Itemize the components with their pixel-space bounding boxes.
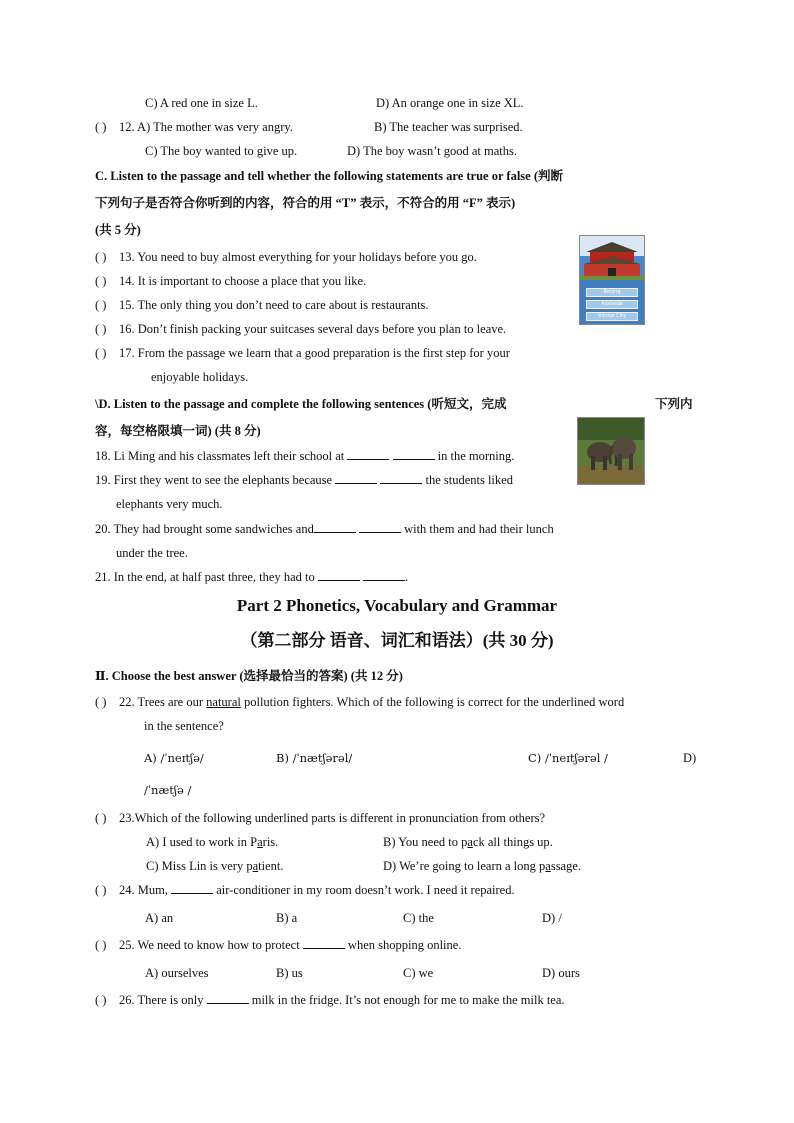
- q19-text-end: the students liked: [425, 473, 513, 487]
- q23-d-underlined: a: [545, 859, 551, 873]
- q19-sentence: [95, 472, 513, 488]
- q19-blank-2[interactable]: [380, 472, 422, 484]
- q17-answer-paren[interactable]: ( ): [95, 346, 107, 360]
- destination-button-beijing[interactable]: Beijing: [586, 288, 638, 297]
- q24-answer-paren[interactable]: ( ): [95, 883, 107, 897]
- q25-option-c: C) we: [403, 966, 434, 980]
- q11-option-d: D) An orange one in size XL.: [376, 96, 524, 110]
- q26-blank[interactable]: [207, 992, 249, 1004]
- q25-option-d: D) ours: [542, 966, 580, 980]
- q11-option-c: C) A red one in size L.: [145, 96, 258, 110]
- q24-option-a: A) an: [145, 911, 174, 925]
- q24-option-b: B) a: [276, 911, 298, 925]
- elephants-illustration: [578, 418, 644, 484]
- q18-text-start: 18. Li Ming and his classmates left their school at: [95, 449, 345, 463]
- q12-answer-paren[interactable]: ( ): [95, 120, 107, 134]
- q23-c-start: C) Miss Lin is very p: [146, 859, 253, 873]
- q24-option-c: C) the: [403, 911, 434, 925]
- q18-blank-1[interactable]: [347, 448, 389, 460]
- q24-text-end: air-conditioner in my room doesn’t work. I need it repaired.: [216, 883, 515, 897]
- section-c-heading: C. Listen to the passage and tell whether the following statements are true or false (判断: [95, 169, 564, 183]
- section-c-points: (共 5 分): [95, 223, 141, 237]
- q24-option-d: D) /: [542, 911, 562, 925]
- q22-option-d-value: /ˈnætʃə /: [144, 783, 192, 797]
- q20-sentence: [95, 521, 554, 537]
- q20-text-start: 20. They had brought some sandwiches and: [95, 522, 314, 536]
- q23-option-b: [383, 834, 553, 850]
- q15-answer-paren[interactable]: ( ): [95, 298, 107, 312]
- section-d-heading-tail: 下列内: [655, 397, 693, 411]
- q12-option-a: 12. A) The mother was very angry.: [119, 120, 293, 134]
- q21-sentence: [95, 569, 408, 585]
- q17-statement: 17. From the passage we learn that a good preparation is the first step for your: [119, 346, 510, 360]
- q23-answer-paren[interactable]: ( ): [95, 811, 107, 825]
- destination-button-vilnius[interactable]: Vilnius City: [586, 312, 638, 321]
- section-ii-heading: Ⅱ. Choose the best answer (选择最恰当的答案) (共 12 分): [95, 669, 403, 683]
- q25-option-b: B) us: [276, 966, 303, 980]
- q22-option-d: D): [683, 751, 697, 765]
- q13-answer-paren[interactable]: ( ): [95, 250, 107, 264]
- q22-question-continued: in the sentence?: [144, 719, 224, 733]
- q25-text-start: 25. We need to know how to protect: [119, 938, 300, 952]
- q12-option-d: D) The boy wasn’t good at maths.: [347, 144, 518, 158]
- q26-answer-paren[interactable]: ( ): [95, 993, 107, 1007]
- part2-subtitle: （第二部分 语音、词汇和语法）(共 30 分): [240, 631, 554, 650]
- q20-blank-1[interactable]: [314, 521, 356, 533]
- q26-text-start: 26. There is only: [119, 993, 204, 1007]
- section-d-heading-line2: 容，每空格限填一词) (共 8 分): [95, 424, 261, 438]
- q25-blank[interactable]: [303, 937, 345, 949]
- q23-b-underlined: a: [467, 835, 473, 849]
- q19-text-start: 19. First they went to see the elephants because: [95, 473, 333, 487]
- section-d-heading: \D. Listen to the passage and complete the following sentences (听短文，完成: [95, 397, 507, 411]
- q14-statement: 14. It is important to choose a place that you like.: [119, 274, 367, 288]
- q23-c-end: tient.: [258, 859, 284, 873]
- q20-text-end: with them and had their lunch: [404, 522, 554, 536]
- q18-sentence: [95, 448, 514, 464]
- q25-text-end: when shopping online.: [347, 938, 462, 952]
- q22-option-a: A) /ˈneɪtʃə/: [144, 751, 204, 765]
- q23-option-c: [146, 858, 284, 874]
- q23-a-end: ris.: [262, 835, 279, 849]
- elephants-image: [577, 417, 645, 485]
- q13-statement: 13. You need to buy almost everything for your holidays before you go.: [119, 250, 477, 264]
- q14-answer-paren[interactable]: ( ): [95, 274, 107, 288]
- q19-continued: elephants very much.: [116, 497, 223, 511]
- travel-destination-image: [579, 235, 645, 325]
- q15-statement: 15. The only thing you don’t need to care about is restaurants.: [119, 298, 429, 312]
- q22-option-b: B) /ˈnætʃərəl/: [276, 751, 353, 765]
- q16-statement: 16. Don’t finish packing your suitcases several days before you plan to leave.: [119, 322, 507, 336]
- section-c-heading-line2: 下列句子是否符合你听到的内容，符合的用 “T” 表示，不符合的用 “F” 表示): [95, 196, 516, 210]
- q21-text-end: .: [404, 570, 409, 584]
- q12-option-b: B) The teacher was surprised.: [374, 120, 523, 134]
- q24-text-start: 24. Mum,: [119, 883, 168, 897]
- q12-option-c: C) The boy wanted to give up.: [145, 144, 298, 158]
- q22-underlined-word: natural: [206, 695, 241, 709]
- q18-blank-2[interactable]: [393, 448, 435, 460]
- q22-text-end: pollution fighters. Which of the following is correct for the underlined word: [240, 695, 625, 709]
- q24-question: [119, 882, 515, 898]
- q23-d-end: ssage.: [550, 859, 582, 873]
- q22-text-start: 22. Trees are our: [119, 695, 207, 709]
- gate-tower-illustration: [580, 236, 644, 324]
- q23-c-underlined: a: [252, 859, 259, 873]
- q19-blank-1[interactable]: [335, 472, 377, 484]
- q22-question: [119, 694, 624, 710]
- q21-blank-1[interactable]: [318, 569, 360, 581]
- q25-question: [119, 937, 461, 953]
- part2-title: Part 2 Phonetics, Vocabulary and Grammar: [236, 596, 558, 615]
- q20-blank-2[interactable]: [359, 521, 401, 533]
- q24-blank[interactable]: [171, 882, 213, 894]
- q17-statement-continued: enjoyable holidays.: [151, 370, 249, 384]
- q22-option-c: C) /ˈneɪtʃərəl /: [528, 751, 608, 765]
- q22-answer-paren[interactable]: ( ): [95, 695, 107, 709]
- q23-question: 23.Which of the following underlined parts is different in pronunciation from others?: [119, 811, 546, 825]
- q23-b-end: ck all things up.: [472, 835, 553, 849]
- q25-option-a: A) ourselves: [145, 966, 209, 980]
- q16-answer-paren[interactable]: ( ): [95, 322, 107, 336]
- q23-option-d: [383, 858, 581, 874]
- q18-text-end: in the morning.: [437, 449, 515, 463]
- q23-b-start: B) You need to p: [383, 835, 468, 849]
- q21-text-start: 21. In the end, at half past three, they had to: [95, 570, 315, 584]
- destination-button-adelaide[interactable]: Adelaide: [586, 300, 638, 309]
- q23-d-start: D) We’re going to learn a long p: [383, 859, 546, 873]
- q26-text-end: milk in the fridge. It’s not enough for me to make the milk tea.: [251, 993, 565, 1007]
- q21-blank-2[interactable]: [363, 569, 405, 581]
- q23-a-underlined: a: [257, 835, 263, 849]
- q23-option-a: [146, 834, 278, 850]
- q20-continued: under the tree.: [116, 546, 188, 560]
- q23-a-start: A) I used to work in P: [146, 835, 258, 849]
- q25-answer-paren[interactable]: ( ): [95, 938, 107, 952]
- q26-question: [119, 992, 565, 1008]
